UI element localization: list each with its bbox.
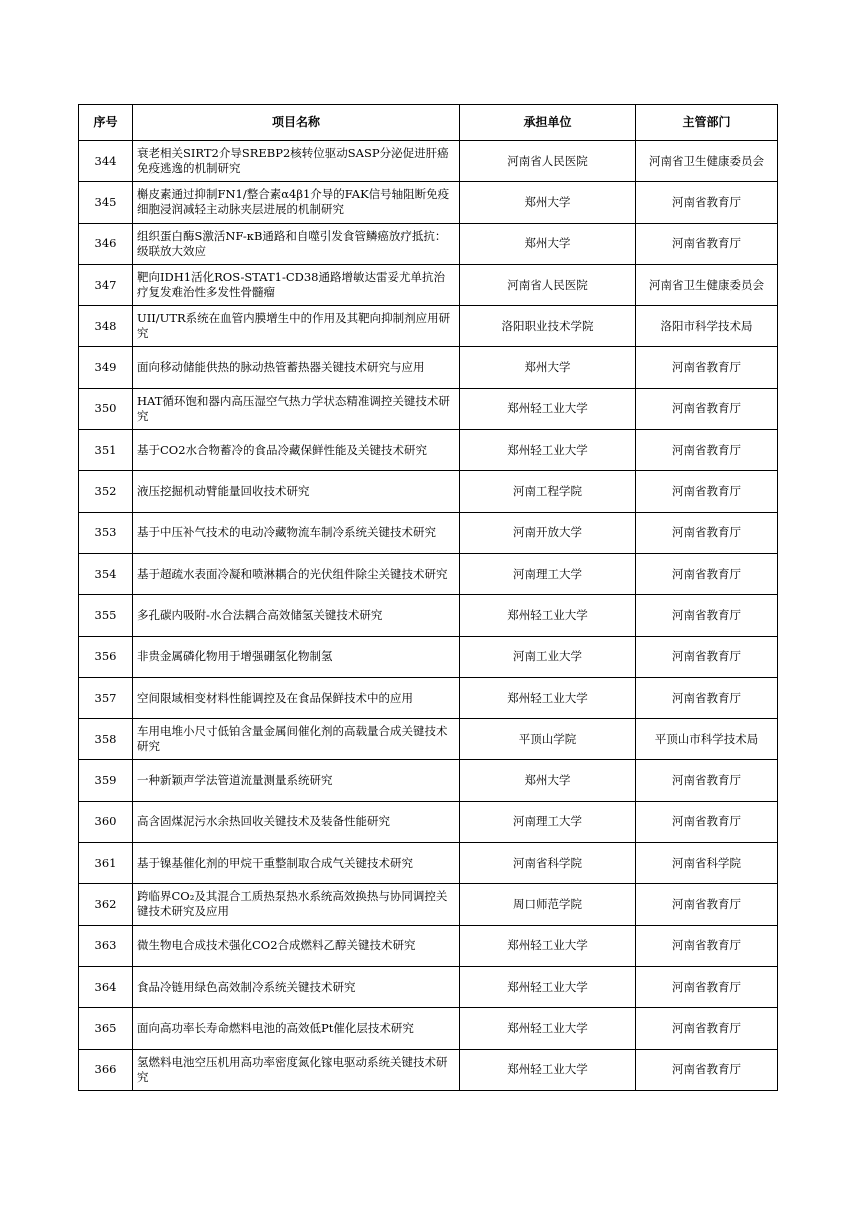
cell-undertaking-unit: 郑州轻工业大学 (460, 388, 636, 429)
table-row (79, 223, 778, 264)
cell-project-name: 面向高功率长寿命燃料电池的高效低Pt催化层技术研究 (133, 1008, 460, 1049)
cell-project-name: 空间限域相变材料性能调控及在食品保鲜技术中的应用 (133, 677, 460, 718)
cell-supervising-department: 河南省教育厅 (636, 1049, 778, 1090)
cell-undertaking-unit: 郑州轻工业大学 (460, 925, 636, 966)
cell-undertaking-unit: 河南理工大学 (460, 801, 636, 842)
table-row (79, 553, 778, 594)
cell-supervising-department: 河南省教育厅 (636, 884, 778, 925)
cell-project-name: 基于镍基催化剂的甲烷干重整制取合成气关键技术研究 (133, 843, 460, 884)
cell-project-name: 微生物电合成技术强化CO2合成燃料乙醇关键技术研究 (133, 925, 460, 966)
table-row (79, 388, 778, 429)
cell-supervising-department: 河南省教育厅 (636, 595, 778, 636)
table-row (79, 595, 778, 636)
cell-undertaking-unit: 郑州轻工业大学 (460, 430, 636, 471)
cell-undertaking-unit: 郑州轻工业大学 (460, 595, 636, 636)
cell-serial-number: 366 (79, 1049, 133, 1090)
cell-undertaking-unit: 平顶山学院 (460, 719, 636, 760)
cell-serial-number: 356 (79, 636, 133, 677)
cell-project-name: 跨临界CO₂及其混合工质热泵热水系统高效换热与协同调控关键技术研究及应用 (133, 884, 460, 925)
cell-supervising-department: 河南省教育厅 (636, 760, 778, 801)
cell-serial-number: 351 (79, 430, 133, 471)
cell-undertaking-unit: 河南省人民医院 (460, 264, 636, 305)
cell-project-name: 多孔碳内吸附-水合法耦合高效储氢关键技术研究 (133, 595, 460, 636)
cell-supervising-department: 河南省教育厅 (636, 471, 778, 512)
cell-serial-number: 358 (79, 719, 133, 760)
project-table (78, 104, 778, 1091)
cell-supervising-department: 河南省教育厅 (636, 801, 778, 842)
table-row (79, 430, 778, 471)
table-row (79, 843, 778, 884)
cell-supervising-department: 河南省教育厅 (636, 925, 778, 966)
table-row (79, 677, 778, 718)
cell-serial-number: 344 (79, 141, 133, 182)
cell-project-name: 氢燃料电池空压机用高功率密度氮化镓电驱动系统关键技术研究 (133, 1049, 460, 1090)
cell-project-name: HAT循环饱和器内高压湿空气热力学状态精准调控关键技术研究 (133, 388, 460, 429)
cell-serial-number: 353 (79, 512, 133, 553)
header-undertaking-unit: 承担单位 (460, 105, 636, 141)
table-row (79, 760, 778, 801)
cell-undertaking-unit: 郑州大学 (460, 182, 636, 223)
cell-supervising-department: 平顶山市科学技术局 (636, 719, 778, 760)
table-row (79, 966, 778, 1007)
cell-project-name: 衰老相关SIRT2介导SREBP2核转位驱动SASP分泌促进肝癌免疫逃逸的机制研究 (133, 141, 460, 182)
cell-supervising-department: 河南省教育厅 (636, 430, 778, 471)
table-row (79, 1008, 778, 1049)
cell-supervising-department: 河南省教育厅 (636, 388, 778, 429)
cell-undertaking-unit: 郑州轻工业大学 (460, 966, 636, 1007)
cell-undertaking-unit: 郑州大学 (460, 760, 636, 801)
cell-supervising-department: 河南省教育厅 (636, 966, 778, 1007)
cell-undertaking-unit: 洛阳职业技术学院 (460, 306, 636, 347)
table-row (79, 512, 778, 553)
table-row (79, 182, 778, 223)
table-row (79, 1049, 778, 1090)
cell-supervising-department: 河南省卫生健康委员会 (636, 141, 778, 182)
cell-serial-number: 345 (79, 182, 133, 223)
cell-project-name: 槲皮素通过抑制FN1/整合素α4β1介导的FAK信号轴阻断免疫细胞浸润减轻主动脉夹层进展的机制研究 (133, 182, 460, 223)
table-row (79, 471, 778, 512)
table-row (79, 884, 778, 925)
table-row (79, 925, 778, 966)
cell-project-name: UII/UTR系统在血管内膜增生中的作用及其靶向抑制剂应用研究 (133, 306, 460, 347)
cell-supervising-department: 河南省教育厅 (636, 512, 778, 553)
cell-undertaking-unit: 郑州大学 (460, 223, 636, 264)
cell-serial-number: 363 (79, 925, 133, 966)
cell-supervising-department: 河南省科学院 (636, 843, 778, 884)
cell-serial-number: 348 (79, 306, 133, 347)
cell-serial-number: 352 (79, 471, 133, 512)
cell-serial-number: 347 (79, 264, 133, 305)
table-row (79, 719, 778, 760)
cell-project-name: 基于超疏水表面冷凝和喷淋耦合的光伏组件除尘关键技术研究 (133, 553, 460, 594)
cell-project-name: 车用电堆小尺寸低铂含量金属间催化剂的高载量合成关键技术研究 (133, 719, 460, 760)
cell-serial-number: 349 (79, 347, 133, 388)
table-row (79, 636, 778, 677)
cell-serial-number: 361 (79, 843, 133, 884)
cell-undertaking-unit: 周口师范学院 (460, 884, 636, 925)
table-header-row (79, 105, 778, 141)
cell-supervising-department: 河南省教育厅 (636, 347, 778, 388)
cell-project-name: 非贵金属磷化物用于增强硼氢化物制氢 (133, 636, 460, 677)
cell-project-name: 面向移动储能供热的脉动热管蓄热器关键技术研究与应用 (133, 347, 460, 388)
cell-serial-number: 365 (79, 1008, 133, 1049)
cell-serial-number: 362 (79, 884, 133, 925)
cell-serial-number: 364 (79, 966, 133, 1007)
cell-supervising-department: 河南省教育厅 (636, 677, 778, 718)
table-row (79, 306, 778, 347)
table-row (79, 801, 778, 842)
cell-supervising-department: 河南省教育厅 (636, 1008, 778, 1049)
table-row (79, 347, 778, 388)
cell-serial-number: 350 (79, 388, 133, 429)
cell-serial-number: 360 (79, 801, 133, 842)
cell-project-name: 高含固煤泥污水余热回收关键技术及装备性能研究 (133, 801, 460, 842)
cell-undertaking-unit: 河南省科学院 (460, 843, 636, 884)
cell-project-name: 一种新颖声学法管道流量测量系统研究 (133, 760, 460, 801)
cell-supervising-department: 河南省教育厅 (636, 636, 778, 677)
cell-undertaking-unit: 郑州轻工业大学 (460, 677, 636, 718)
cell-project-name: 组织蛋白酶S激活NF-κB通路和自噬引发食管鳞癌放疗抵抗：级联放大效应 (133, 223, 460, 264)
cell-project-name: 基于CO2水合物蓄冷的食品冷藏保鲜性能及关键技术研究 (133, 430, 460, 471)
header-supervising-department: 主管部门 (636, 105, 778, 141)
cell-undertaking-unit: 河南省人民医院 (460, 141, 636, 182)
table-row (79, 264, 778, 305)
cell-supervising-department: 河南省教育厅 (636, 182, 778, 223)
cell-serial-number: 359 (79, 760, 133, 801)
cell-serial-number: 346 (79, 223, 133, 264)
cell-undertaking-unit: 河南理工大学 (460, 553, 636, 594)
project-table-container (78, 104, 777, 1091)
cell-project-name: 食品冷链用绿色高效制冷系统关键技术研究 (133, 966, 460, 1007)
table-row (79, 141, 778, 182)
cell-supervising-department: 河南省教育厅 (636, 223, 778, 264)
cell-undertaking-unit: 河南开放大学 (460, 512, 636, 553)
cell-supervising-department: 河南省教育厅 (636, 553, 778, 594)
cell-supervising-department: 洛阳市科学技术局 (636, 306, 778, 347)
cell-serial-number: 355 (79, 595, 133, 636)
cell-undertaking-unit: 河南工业大学 (460, 636, 636, 677)
header-project-name: 项目名称 (133, 105, 460, 141)
cell-serial-number: 354 (79, 553, 133, 594)
cell-project-name: 液压挖掘机动臂能量回收技术研究 (133, 471, 460, 512)
header-serial-number: 序号 (79, 105, 133, 141)
cell-serial-number: 357 (79, 677, 133, 718)
cell-project-name: 靶向IDH1活化ROS-STAT1-CD38通路增敏达雷妥尤单抗治疗复发难治性多发性骨髓瘤 (133, 264, 460, 305)
cell-undertaking-unit: 河南工程学院 (460, 471, 636, 512)
cell-undertaking-unit: 郑州大学 (460, 347, 636, 388)
cell-undertaking-unit: 郑州轻工业大学 (460, 1008, 636, 1049)
cell-project-name: 基于中压补气技术的电动冷藏物流车制冷系统关键技术研究 (133, 512, 460, 553)
cell-supervising-department: 河南省卫生健康委员会 (636, 264, 778, 305)
cell-undertaking-unit: 郑州轻工业大学 (460, 1049, 636, 1090)
